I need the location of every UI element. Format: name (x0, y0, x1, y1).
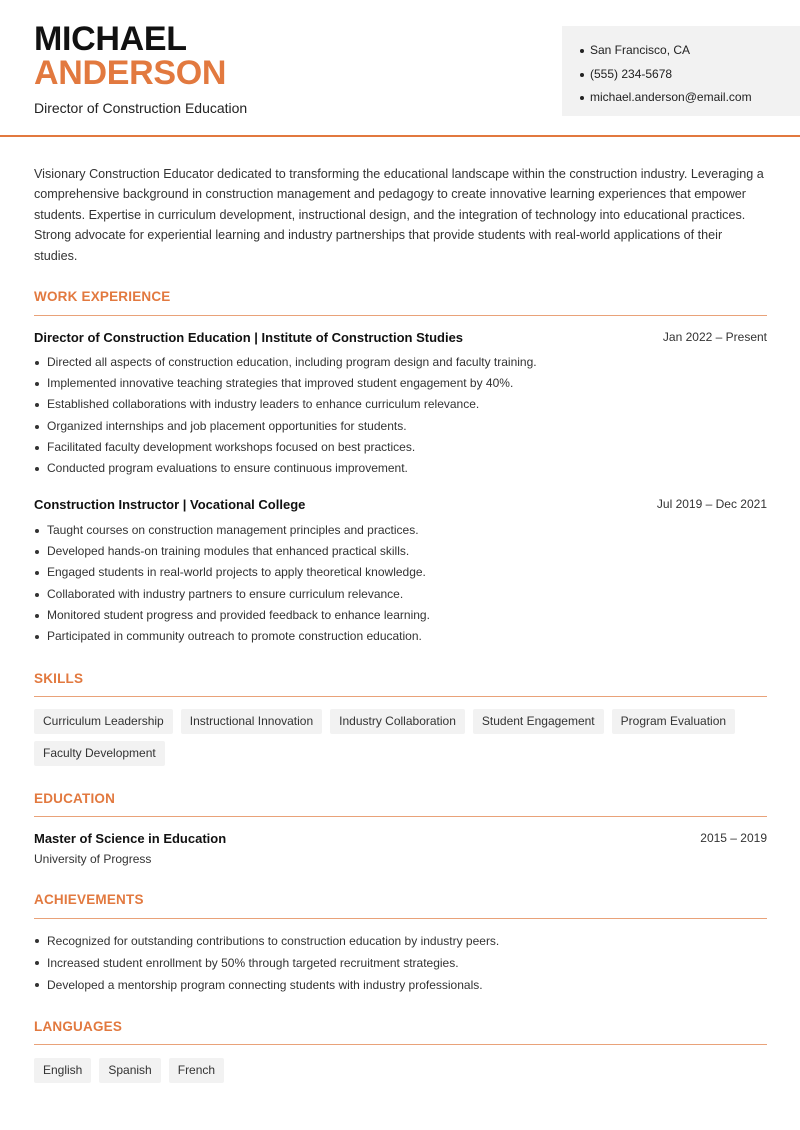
list-item: Monitored student progress and provided feedback to enhance learning. (34, 605, 767, 626)
language-tag: English (34, 1058, 91, 1083)
resume-header (0, 0, 800, 137)
contact-email[interactable]: michael.anderson@email.com (580, 86, 800, 110)
language-tag: Spanish (99, 1058, 160, 1083)
education-date: 2015 – 2019 (700, 831, 767, 845)
language-tag: French (169, 1058, 224, 1083)
list-item: Organized internships and job placement opportunities for students. (34, 416, 767, 437)
contact-location: San Francisco, CA (580, 39, 800, 63)
skill-tag: Student Engagement (473, 709, 604, 734)
job-bullet-list (34, 520, 767, 647)
list-item: Developed hands-on training modules that enhanced practical skills. (34, 541, 767, 562)
section-divider (34, 696, 767, 697)
list-item: Established collaborations with industry leaders to enhance curriculum relevance. (34, 394, 767, 415)
skill-tag: Instructional Innovation (181, 709, 322, 734)
summary-paragraph: Visionary Construction Educator dedicated to transforming the educational landscape within the construction industry. Leveraging a comprehensive background in construction management and pedagogy to create innovative learning experiences that empower students. Expertise in curriculum development, instructional design, and the integration of technology into educational practices. Strong advocate for experiential learning and industry partnerships that provide students with real-world applications of their studies. (34, 167, 764, 263)
candidate-name (34, 22, 226, 90)
list-item: Increased student enrollment by 50% through targeted recruitment strategies. (34, 952, 767, 974)
job-title: Director of Construction Education (34, 100, 248, 116)
section-title-skills: SKILLS (34, 671, 84, 686)
section-title-languages: LANGUAGES (34, 1019, 123, 1034)
job-bullet-list (34, 352, 767, 479)
list-item: Facilitated faculty development workshops focused on best practices. (34, 437, 767, 458)
job-position: Director of Construction Education | Institute of Construction Studies (34, 330, 464, 345)
last-name: ANDERSON (34, 54, 227, 92)
list-item: Directed all aspects of construction education, including program design and faculty training. (34, 352, 767, 373)
skills-tags (34, 709, 774, 766)
section-divider (34, 816, 767, 817)
job-position: Construction Instructor | Vocational College (34, 497, 306, 512)
education-degree: Master of Science in Education (34, 831, 227, 846)
first-name: MICHAEL (34, 20, 187, 58)
list-item: Recognized for outstanding contributions to construction education by industry peers. (34, 930, 767, 952)
job-header (34, 330, 767, 348)
section-title-education: EDUCATION (34, 791, 116, 806)
section-title-achievements: ACHIEVEMENTS (34, 892, 144, 907)
skill-tag: Program Evaluation (612, 709, 735, 734)
job-header (34, 497, 767, 515)
list-item: Conducted program evaluations to ensure continuous improvement. (34, 458, 767, 479)
list-item: Implemented innovative teaching strategies that improved student engagement by 40%. (34, 373, 767, 394)
list-item: Participated in community outreach to promote construction education. (34, 626, 767, 647)
section-divider (34, 918, 767, 919)
skill-tag: Industry Collaboration (330, 709, 465, 734)
achievements-list (34, 930, 767, 996)
languages-tags (34, 1058, 774, 1083)
job-date: Jan 2022 – Present (662, 330, 767, 344)
skill-tag: Faculty Development (34, 741, 165, 766)
section-divider (34, 1044, 767, 1045)
list-item: Engaged students in real-world projects to apply theoretical knowledge. (34, 562, 767, 583)
education-school: University of Progress (34, 852, 152, 866)
section-title-work: WORK EXPERIENCE (34, 289, 171, 304)
job-date: Jul 2019 – Dec 2021 (656, 497, 767, 511)
list-item: Taught courses on construction management principles and practices. (34, 520, 767, 541)
list-item: Collaborated with industry partners to ensure curriculum relevance. (34, 584, 767, 605)
skill-tag: Curriculum Leadership (34, 709, 173, 734)
contact-box (562, 26, 800, 116)
contact-phone: (555) 234-5678 (580, 63, 800, 87)
section-divider (34, 315, 767, 316)
list-item: Developed a mentorship program connecting students with industry professionals. (34, 974, 767, 996)
